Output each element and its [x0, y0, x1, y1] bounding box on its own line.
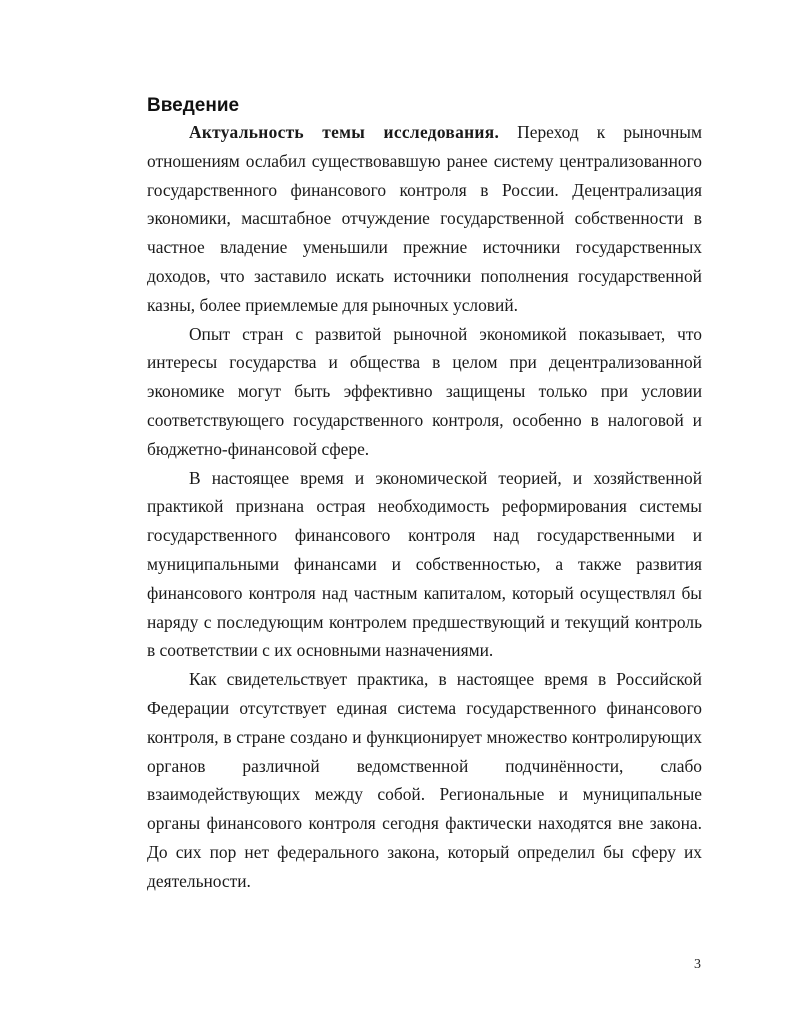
- page-number: 3: [694, 957, 701, 972]
- paragraph-experience: [147, 320, 702, 464]
- document-body: [147, 118, 702, 896]
- paragraph-text: Переход к рыночным отношениям ослабил существовавшую ранее систему централизованного государственного финансового контроля в России. Децентрализация экономики, масштабное отчуждение государственной собственности в частное владение уменьшили прежние источники государственных доходов, что заставило искать источники пополнения государственной казны, более приемлемые для рыночных условий.: [147, 122, 702, 315]
- paragraph-practice: [147, 665, 702, 895]
- paragraph-relevance: [147, 118, 702, 320]
- paragraph-reform: [147, 464, 702, 666]
- paragraph-lead: Актуальность темы исследования.: [189, 122, 500, 142]
- section-heading: Введение: [147, 95, 240, 116]
- paragraph-text: В настоящее время и экономической теорией, и хозяйственной практикой признана острая необходимость реформирования системы государственного финансового контроля над государственными и муниципальными финансами и собственностью, а также развития финансового контроля над частным капиталом, который осуществлял бы наряду с последующим контролем предшествующий и текущий контроль в соответствии с их основными назначениями.: [147, 467, 702, 661]
- paragraph-text: Как свидетельствует практика, в настоящее время в Российской Федерации отсутствует единая система государственного финансового контроля, в стране создано и функционирует множество контролирующих органов различной ведомственной подчинённости, слабо взаимодействующих между собой. Региональные и муниципальные органы финансового контроля сегодня фактически находятся вне закона. До сих пор нет федерального закона, который определил бы сферу их деятельности.: [147, 669, 702, 891]
- paragraph-text: Опыт стран с развитой рыночной экономикой показывает, что интересы государства и общества в целом при децентрализованной экономике могут быть эффективно защищены только при условии соответствующего государственного контроля, особенно в налоговой и бюджетно-финансовой сфере.: [147, 323, 702, 459]
